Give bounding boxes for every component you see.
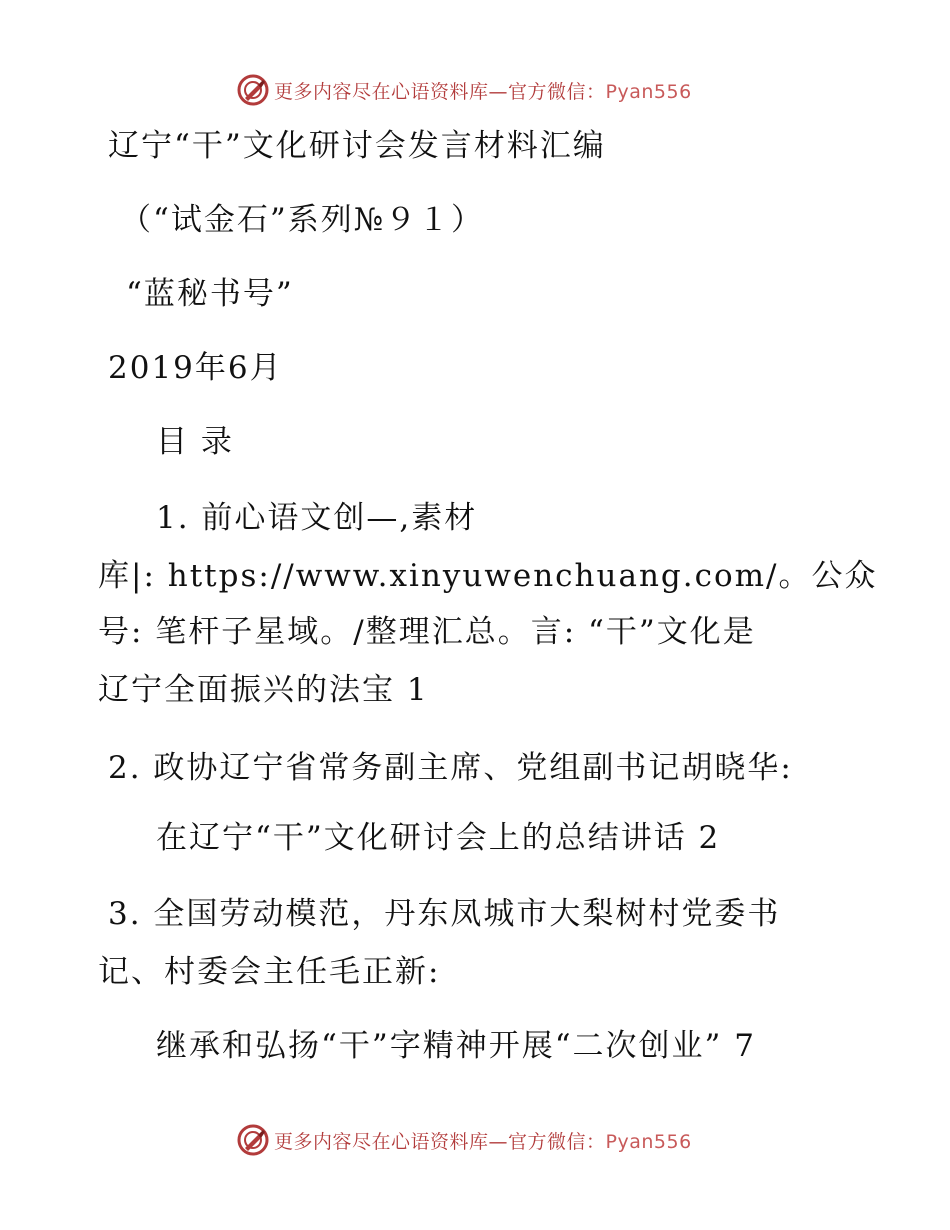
source-label: “蓝秘书号”	[126, 276, 294, 312]
toc-item-3-line-1: 3. 全国劳动模范，丹东凤城市大梨树村党委书	[108, 896, 781, 932]
banner-text: 更多内容尽在心语资料库—官方微信：Pyan556	[274, 80, 692, 103]
toc-item-3-line-2: 记、村委会主任毛正新:	[98, 954, 441, 990]
toc-item-3-line-3: 继承和弘扬“干”字精神开展“二次创业” 7	[156, 1028, 756, 1064]
wechat-id: Pyan556	[605, 80, 692, 103]
pen-logo-icon	[236, 1123, 270, 1157]
toc-item-2-line-2: 在辽宁“干”文化研讨会上的总结讲话 2	[156, 820, 721, 856]
banner-text: 更多内容尽在心语资料库—官方微信：Pyan556	[274, 1130, 692, 1153]
footer-watermark-banner	[236, 1122, 692, 1158]
pen-logo-icon	[236, 73, 270, 107]
toc-heading: 目 录	[156, 424, 234, 460]
toc-item-2-line-1: 2. 政协辽宁省常务副主席、党组副书记胡晓华:	[108, 750, 793, 786]
document-title: 辽宁“干”文化研讨会发言材料汇编	[108, 128, 606, 164]
toc-item-1-line-2: 库|: https://www.xinyuwenchuang.com/。公众	[98, 558, 878, 594]
toc-item-1-line-3: 号: 笔杆子星域。/整理汇总。言: “干”文化是	[98, 614, 756, 650]
date-label: 2019年6月	[108, 350, 283, 386]
toc-item-1-line-4: 辽宁全面振兴的法宝 1	[98, 672, 429, 708]
toc-item-1-line-1: 1. 前心语文创—,素材	[156, 500, 478, 536]
header-watermark-banner	[236, 72, 692, 108]
wechat-id: Pyan556	[605, 1130, 692, 1153]
series-label: （“试金石”系列№９１）	[120, 202, 485, 238]
